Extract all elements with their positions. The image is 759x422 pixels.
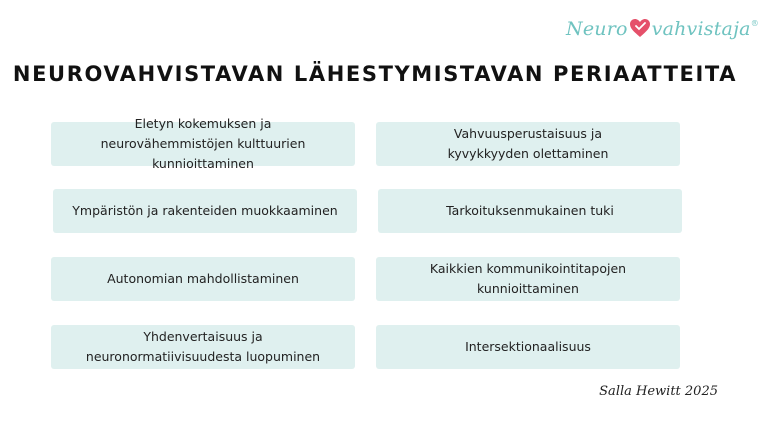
- principle-box-3: [53, 189, 357, 233]
- principle-box-2: [376, 122, 680, 166]
- heart-icon: [629, 18, 651, 38]
- principle-1-line2: neurovähemmistöjen kulttuurien kunnioittaminen: [100, 136, 306, 171]
- principle-box-4: [378, 189, 682, 233]
- principle-6-line1: Kaikkien kommunikointitapojen: [429, 261, 627, 276]
- principle-box-5: [51, 257, 355, 301]
- signature: Salla Hewitt 2025: [599, 384, 718, 399]
- principle-box-1: [51, 116, 355, 171]
- principle-box-7: [51, 325, 355, 369]
- principle-8-line1: Intersektionaalisuus: [465, 339, 591, 354]
- principle-box-6: [376, 257, 680, 301]
- logo-text: [566, 18, 759, 40]
- principle-4-line1: Tarkoituksenmukainen tuki: [446, 203, 614, 218]
- principle-3-line1: Ympäristön ja rakenteiden muokkaaminen: [72, 203, 338, 218]
- principle-2-line2: kyvykkyyden olettaminen: [447, 146, 609, 161]
- principle-7-line1: Yhdenvertaisuus ja: [143, 329, 263, 344]
- principle-box-8: [376, 325, 680, 369]
- registered-mark: ®: [750, 19, 759, 28]
- principle-6-line2: kunnioittaminen: [477, 281, 579, 296]
- logo-part1: Neuro: [566, 18, 628, 40]
- logo: [566, 12, 759, 46]
- principle-1-line1: Eletyn kokemuksen ja: [134, 116, 272, 131]
- page-title: NEUROVAHVISTAVAN LÄHESTYMISTAVAN PERIAATTEITA: [12, 62, 738, 86]
- principle-5-line1: Autonomian mahdollistaminen: [107, 271, 299, 286]
- principle-7-line2: neuronormatiivisuudesta luopuminen: [85, 349, 321, 364]
- principle-2-line1: Vahvuusperustaisuus ja: [453, 126, 603, 141]
- logo-part2: vahvistaja: [651, 18, 751, 40]
